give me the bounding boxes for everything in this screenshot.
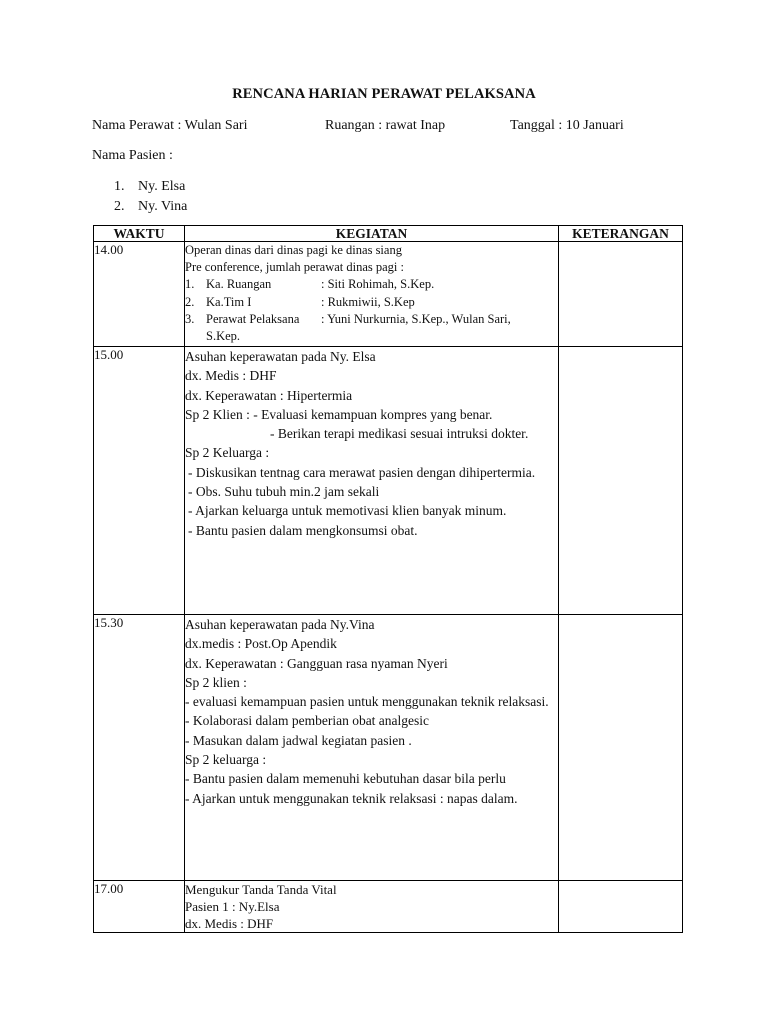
kegiatan-cell: Operan dinas dari dinas pagi ke dinas siang Pre conference, jumlah perawat dinas pagi : 1. Ka. Ruangan : Siti Rohimah, S.Kep. 2. Ka.Tim I : Rukmiwii, S.Kep 3. Perawat Pelaksana : Yuni Nurkurnia, S.Kep., Wulan Sari, S.Kep. [185, 242, 559, 347]
table-row [94, 242, 683, 347]
nama-pasien-label: Nama Pasien : [92, 148, 173, 163]
waktu-cell: 15.00 [94, 347, 185, 615]
list-item: 2. Ka.Tim I : Rukmiwii, S.Kep [185, 294, 415, 309]
list-item: 3. Perawat Pelaksana : Yuni Nurkurnia, S.Kep., Wulan Sari, [185, 311, 511, 326]
tanggal: Tanggal : 10 Januari [510, 118, 624, 133]
table-row [94, 615, 683, 881]
list-item: 2. Ny. Vina [114, 199, 188, 214]
keterangan-cell [559, 242, 683, 347]
list-item: 1. Ny. Elsa [114, 179, 186, 194]
list-item: - evaluasi kemampuan pasien untuk menggunakan teknik relaksasi. [185, 694, 549, 710]
table-header-row [94, 226, 683, 242]
list-item: - Ajarkan untuk menggunakan teknik relaksasi : napas dalam. [185, 790, 518, 806]
list-item: - Bantu pasien dalam memenuhi kebutuhan dasar bila perlu [185, 771, 506, 787]
header-waktu: WAKTU [94, 226, 185, 242]
waktu-cell: 15.30 [94, 615, 185, 881]
list-item: - Masukan dalam jadwal kegiatan pasien . [185, 732, 412, 748]
list-item: - Ajarkan keluarga untuk memotivasi klien banyak minum. [188, 503, 507, 519]
list-item: 1. Ka. Ruangan : Siti Rohimah, S.Kep. [185, 277, 435, 292]
kegiatan-cell: Mengukur Tanda Tanda Vital Pasien 1 : Ny.Elsa dx. Medis : DHF [185, 881, 559, 933]
list-item: - Obs. Suhu tubuh min.2 jam sekali [188, 484, 380, 500]
kegiatan-cell: Asuhan keperawatan pada Ny.Vina dx.medis : Post.Op Apendik dx. Keperawatan : Gangguan rasa nyaman Nyeri Sp 2 klien : - evaluasi kemampuan pasien untuk menggunakan teknik relaksasi. - Kolaborasi dalam pemberian obat analgesic - Masukan dalam jadwal kegiatan pasien . Sp 2 keluarga : - Bantu pasien dalam memenuhi kebutuhan dasar bila perlu - Ajarkan untuk menggunakan teknik relaksasi : napas dalam. [185, 615, 559, 881]
kegiatan-cell: Asuhan keperawatan pada Ny. Elsa dx. Medis : DHF dx. Keperawatan : Hipertermia Sp 2 Klien : - Evaluasi kemampuan kompres yang benar. - Berikan terapi medikasi sesuai intruksi dokter. Sp 2 Keluarga : - Diskusikan tentnag cara merawat pasien dengan dihipertermia. - Obs. Suhu tubuh min.2 jam sekali - Ajarkan keluarga untuk memotivasi klien banyak minum. - Bantu pasien dalam mengkonsumsi obat. [185, 347, 559, 615]
pasien-list [114, 177, 187, 217]
list-item: - Bantu pasien dalam mengkonsumsi obat. [188, 522, 418, 538]
waktu-cell: 14.00 [94, 242, 185, 347]
table-row [94, 881, 683, 933]
keterangan-cell [559, 347, 683, 615]
ruangan: Ruangan : rawat Inap [325, 118, 446, 133]
nama-perawat: Nama Perawat : Wulan Sari [92, 118, 248, 133]
document-title: RENCANA HARIAN PERAWAT PELAKSANA [232, 86, 536, 102]
keterangan-cell [559, 881, 683, 933]
waktu-cell: 17.00 [94, 881, 185, 933]
list-item: - Kolaborasi dalam pemberian obat analgesic [185, 713, 430, 729]
table-row [94, 347, 683, 615]
list-item: - Diskusikan tentnag cara merawat pasien dengan dihipertermia. [188, 464, 536, 480]
keterangan-cell [559, 615, 683, 881]
header-kegiatan: KEGIATAN [185, 226, 559, 242]
activity-table [93, 225, 683, 933]
header-keterangan: KETERANGAN [559, 226, 683, 242]
